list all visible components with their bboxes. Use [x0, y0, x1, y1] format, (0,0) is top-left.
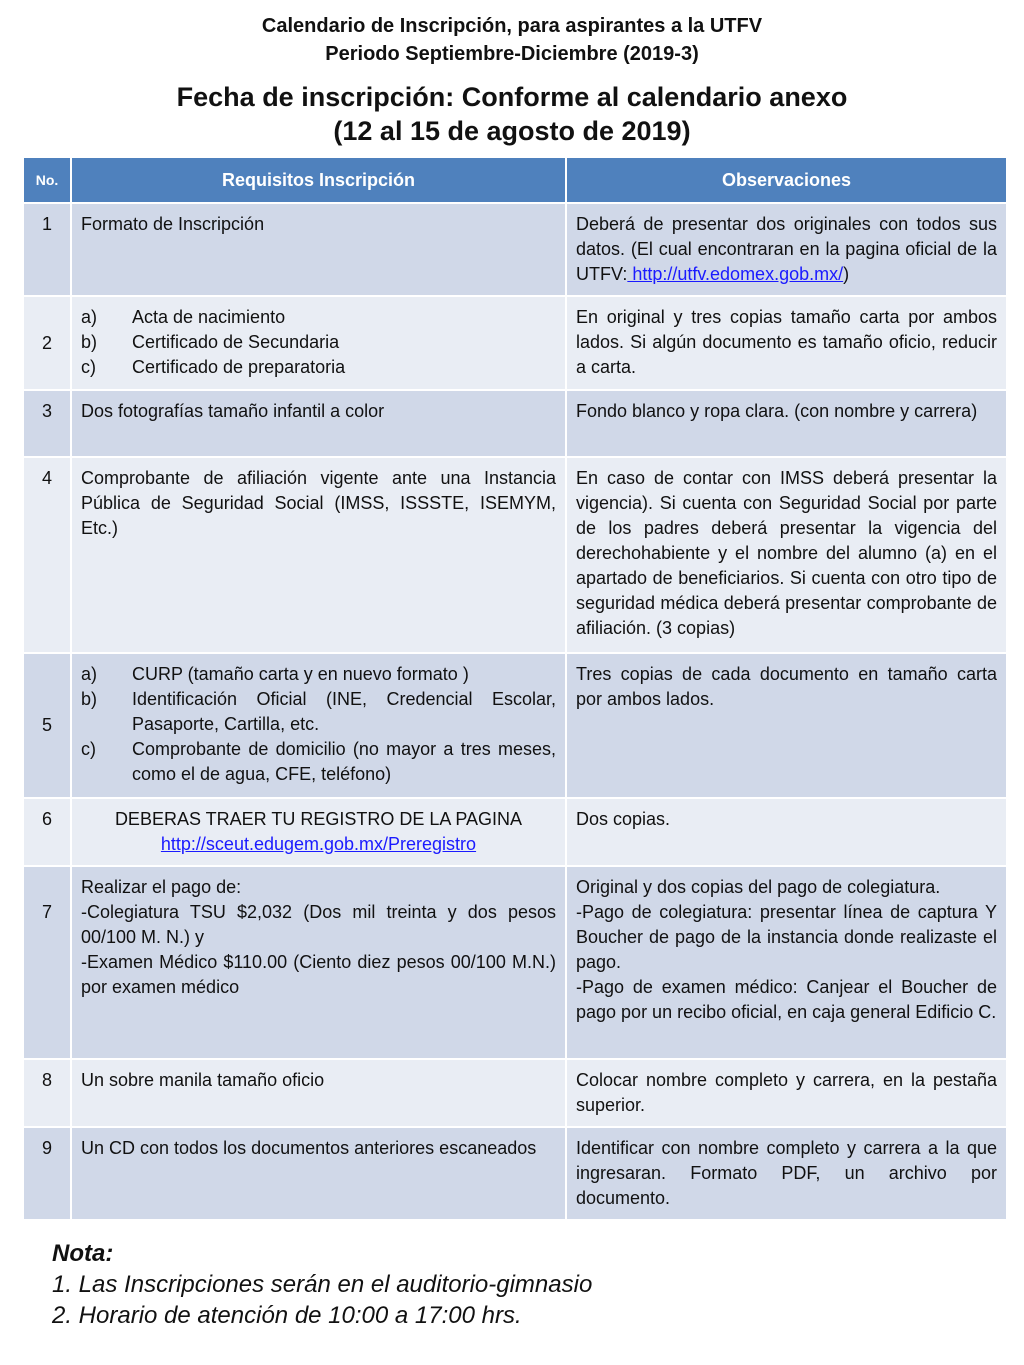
requirement-cell: Formato de Inscripción — [71, 203, 566, 296]
table-row — [23, 798, 1007, 866]
table-row — [23, 866, 1007, 1059]
list-item-text: Certificado de preparatoria — [132, 357, 346, 377]
requirement-line: Realizar el pago de: — [81, 877, 242, 897]
observation-line: Original y dos copias del pago de colegiatura. — [576, 877, 941, 897]
list-marker: b) — [81, 332, 98, 352]
observation-cell — [566, 866, 1007, 1059]
observation-text: Deberá de presentar dos originales con todos sus datos. (El cual encontraran en la pagina oficial de la UTFV: — [576, 214, 997, 284]
header-title-line: Calendario de Inscripción, para aspirantes a la UTFV — [261, 15, 763, 37]
document-header — [0, 12, 1024, 68]
list-item-text: Comprobante de domicilio (no mayor a tres meses, como el de agua, CFE, teléfono) — [132, 739, 556, 784]
row-number: 6 — [23, 798, 71, 866]
requirement-cell: Un CD con todos los documentos anteriores escaneados — [71, 1127, 566, 1220]
row-number: 2 — [23, 296, 71, 390]
observation-cell: Dos copias. — [566, 798, 1007, 866]
row-number: 8 — [23, 1059, 71, 1127]
column-header-no: No. — [23, 157, 71, 203]
registration-date-line: Fecha de inscripción: Conforme al calendario anexo — [176, 82, 848, 112]
requirement-cell — [71, 296, 566, 390]
note-item: 2. Horario de atención de 10:00 a 17:00 hrs. — [52, 1302, 522, 1329]
list-item-text: Identificación Oficial (INE, Credencial Escolar, Pasaporte, Cartilla, etc. — [132, 689, 556, 734]
list-item-text: CURP (tamaño carta y en nuevo formato ) — [132, 664, 469, 684]
row-number: 3 — [23, 390, 71, 457]
list-item — [81, 737, 556, 787]
utfv-website-link[interactable]: http://utfv.edomex.gob.mx/ — [627, 264, 844, 284]
list-marker: a) — [81, 664, 98, 684]
row-number: 4 — [23, 457, 71, 653]
list-marker: b) — [81, 689, 98, 709]
preregistro-link[interactable]: http://sceut.edugem.gob.mx/Preregistro — [160, 834, 477, 854]
requirement-line: -Examen Médico $110.00 (Ciento diez pesos 00/100 M.N.) por examen médico — [81, 952, 556, 997]
notes-title: Nota: — [52, 1240, 114, 1267]
observation-line: -Pago de examen médico: Canjear el Boucher de pago por un recibo oficial, en caja general Edificio C. — [576, 977, 997, 1022]
table-row — [23, 653, 1007, 798]
requirement-cell: Comprobante de afiliación vigente ante una Instancia Pública de Seguridad Social (IMSS, ISSSTE, ISEMYM, Etc.) — [71, 457, 566, 653]
table-row — [23, 1127, 1007, 1220]
row-number: 9 — [23, 1127, 71, 1220]
observation-cell: En original y tres copias tamaño carta por ambos lados. Si algún documento es tamaño oficio, reducir a carta. — [566, 296, 1007, 390]
requirement-cell — [71, 798, 566, 866]
observation-cell: En caso de contar con IMSS deberá presentar la vigencia). Si cuenta con Seguridad Social por parte de los padres deberá presentar la vigencia del derechohabiente y el nombre del alumno (a) en el apartado de beneficiarios. Si cuenta con otro tipo de seguridad médica deberá presentar comprobante de afiliación. (3 copias) — [566, 457, 1007, 653]
requirement-cell: Un sobre manila tamaño oficio — [71, 1059, 566, 1127]
requirement-list — [81, 305, 556, 380]
list-item-text: Acta de nacimiento — [132, 307, 286, 327]
list-item — [81, 355, 556, 380]
requirement-line: -Colegiatura TSU $2,032 (Dos mil treinta y dos pesos 00/100 M. N.) y — [81, 902, 556, 947]
list-item — [81, 687, 556, 737]
table-row — [23, 203, 1007, 296]
observation-cell — [566, 203, 1007, 296]
table-row — [23, 390, 1007, 457]
registration-range-line: (12 al 15 de agosto de 2019) — [333, 116, 691, 146]
column-header-requisitos: Requisitos Inscripción — [71, 157, 566, 203]
list-marker: a) — [81, 307, 98, 327]
registration-date-heading — [0, 80, 1024, 148]
observation-cell: Tres copias de cada documento en tamaño carta por ambos lados. — [566, 653, 1007, 798]
requirement-text: DEBERAS TRAER TU REGISTRO DE LA PAGINA — [114, 809, 523, 829]
note-item: 1. Las Inscripciones serán en el auditorio-gimnasio — [52, 1271, 593, 1298]
observation-cell: Fondo blanco y ropa clara. (con nombre y carrera) — [566, 390, 1007, 457]
requirement-cell — [71, 866, 566, 1059]
row-number: 1 — [23, 203, 71, 296]
list-item-text: Certificado de Secundaria — [132, 332, 340, 352]
list-item — [81, 662, 556, 687]
list-marker: c) — [81, 357, 96, 377]
observation-cell: Colocar nombre completo y carrera, en la pestaña superior. — [566, 1059, 1007, 1127]
column-header-observaciones: Observaciones — [566, 157, 1007, 203]
notes-section — [52, 1238, 592, 1331]
list-item — [81, 330, 556, 355]
requirement-cell: Dos fotografías tamaño infantil a color — [71, 390, 566, 457]
requirement-list — [81, 662, 556, 787]
table-row — [23, 457, 1007, 653]
header-period-line: Periodo Septiembre-Diciembre (2019-3) — [325, 43, 699, 65]
table-row — [23, 296, 1007, 390]
observation-line: -Pago de colegiatura: presentar línea de captura Y Boucher de pago de la instancia donde realizaste el pago. — [576, 902, 997, 972]
row-number: 5 — [23, 653, 71, 798]
list-item — [81, 305, 556, 330]
table-row — [23, 1059, 1007, 1127]
row-number: 7 — [23, 866, 71, 1059]
observation-text-end: ) — [843, 264, 850, 284]
list-marker: c) — [81, 739, 96, 759]
table-header-row — [23, 157, 1007, 203]
observation-cell: Identificar con nombre completo y carrera a la que ingresaran. Formato PDF, un archivo por documento. — [566, 1127, 1007, 1220]
requirement-cell — [71, 653, 566, 798]
requirements-table — [22, 156, 1008, 1221]
